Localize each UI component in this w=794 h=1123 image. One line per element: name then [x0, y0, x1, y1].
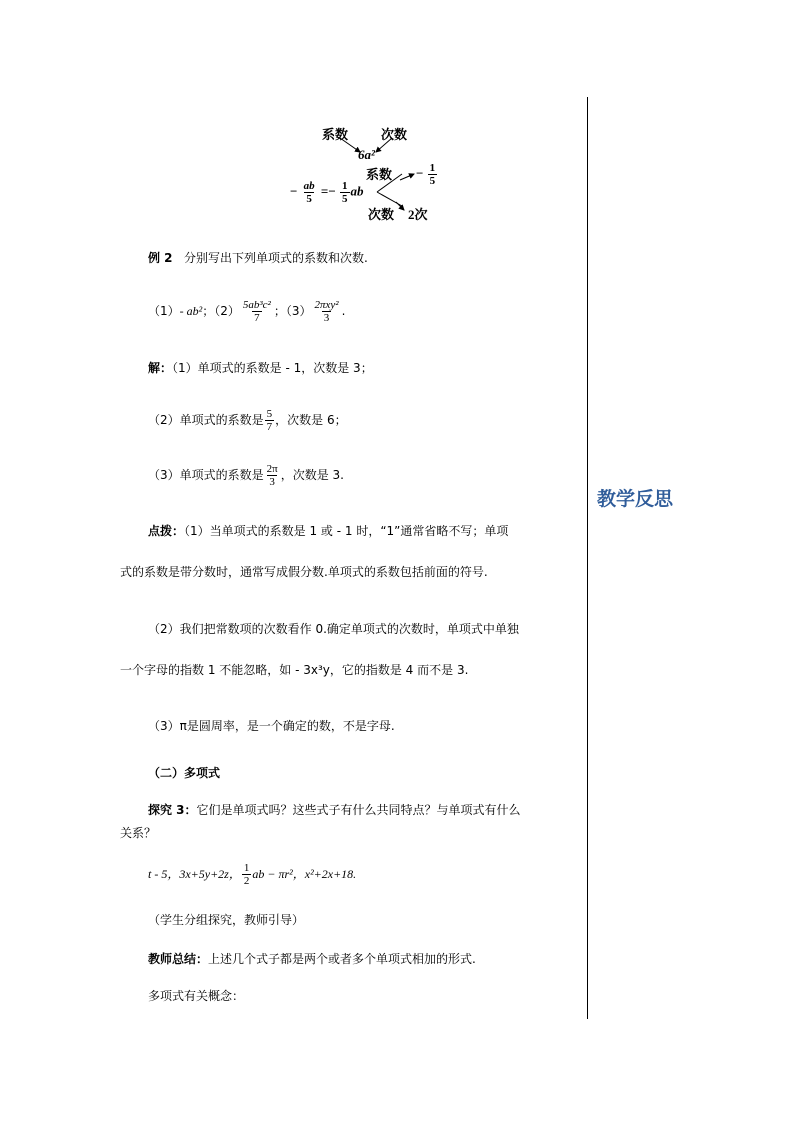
diagram-degree-label-1: 次数: [381, 127, 408, 142]
diagram-coef-value: − $\frac{1}{5}$: [416, 162, 436, 187]
explore3-line2: 关系？: [120, 826, 157, 840]
tips-p1-line2: 式的系数是带分数时，通常写成假分数.单项式的系数包括前面的符号.: [120, 565, 488, 579]
diagram-monomial: 6a²: [358, 147, 375, 162]
arrow-coef-2: [400, 174, 414, 180]
monomial-diagram: [280, 118, 460, 232]
solution-line1: 解：（1）单项式的系数是 - 1，次数是 3；: [148, 361, 373, 375]
solution-line2: （2）单项式的系数是 $\frac{5}{7}$ ，次数是 6；: [148, 408, 347, 433]
explore3-line1: 探究 3：它们是单项式吗？这些式子有什么共同特点？与单项式有什么: [148, 803, 521, 817]
example2-heading: 例 2 分别写出下列单项式的系数和次数.: [148, 251, 368, 265]
diagram-coef-label-1: 系数: [322, 127, 349, 142]
diagram-coef-label-2: 系数: [366, 167, 393, 182]
teacher-summary: 教师总结：上述几个式子都是两个或者多个单项式相加的形式.: [148, 952, 476, 966]
polynomial-examples: t - 5，3x+5y+2z， $\frac{1}{2}$ ab − πr²，x²+2x+18.: [148, 862, 357, 887]
diagram-degree-label-2: 次数: [368, 207, 395, 222]
solution-line3: （3）单项式的系数是 $\frac{2\pi}{3}$ ，次数是 3.: [148, 463, 344, 488]
diagram-equation: − $\frac{ab}{5}$ =− $\frac{1}{5}$ ab: [290, 180, 364, 205]
arrow-degree-2: [396, 202, 404, 210]
column-divider: [587, 97, 588, 1019]
group-note: （学生分组探究，教师引导）: [148, 913, 305, 927]
section2-heading: （二）多项式: [148, 766, 221, 780]
tips-p1-line1: 点拨：（1）当单项式的系数是 1 或 - 1 时，“1”通常省略不写；单项: [148, 524, 509, 538]
sidebar-title: 教学反思: [597, 488, 674, 510]
diagram-degree-value: 2次: [408, 207, 428, 222]
tips-p2-line2: 一个字母的指数 1 不能忽略，如 - 3x³y，它的指数是 4 而不是 3.: [120, 663, 469, 677]
concepts-heading: 多项式有关概念：: [148, 989, 245, 1003]
tips-p3: （3）π是圆周率，是一个确定的数，不是字母.: [148, 719, 395, 733]
tips-p2-line1: （2）我们把常数项的次数看作 0.确定单项式的次数时，单项式中单独: [148, 622, 519, 636]
example2-items: （1）- ab²；（2） $\frac{\text{5ab³c²}}{7}$ ；（3） $\frac{\text{2πxy²}}{3}$ .: [148, 299, 346, 324]
